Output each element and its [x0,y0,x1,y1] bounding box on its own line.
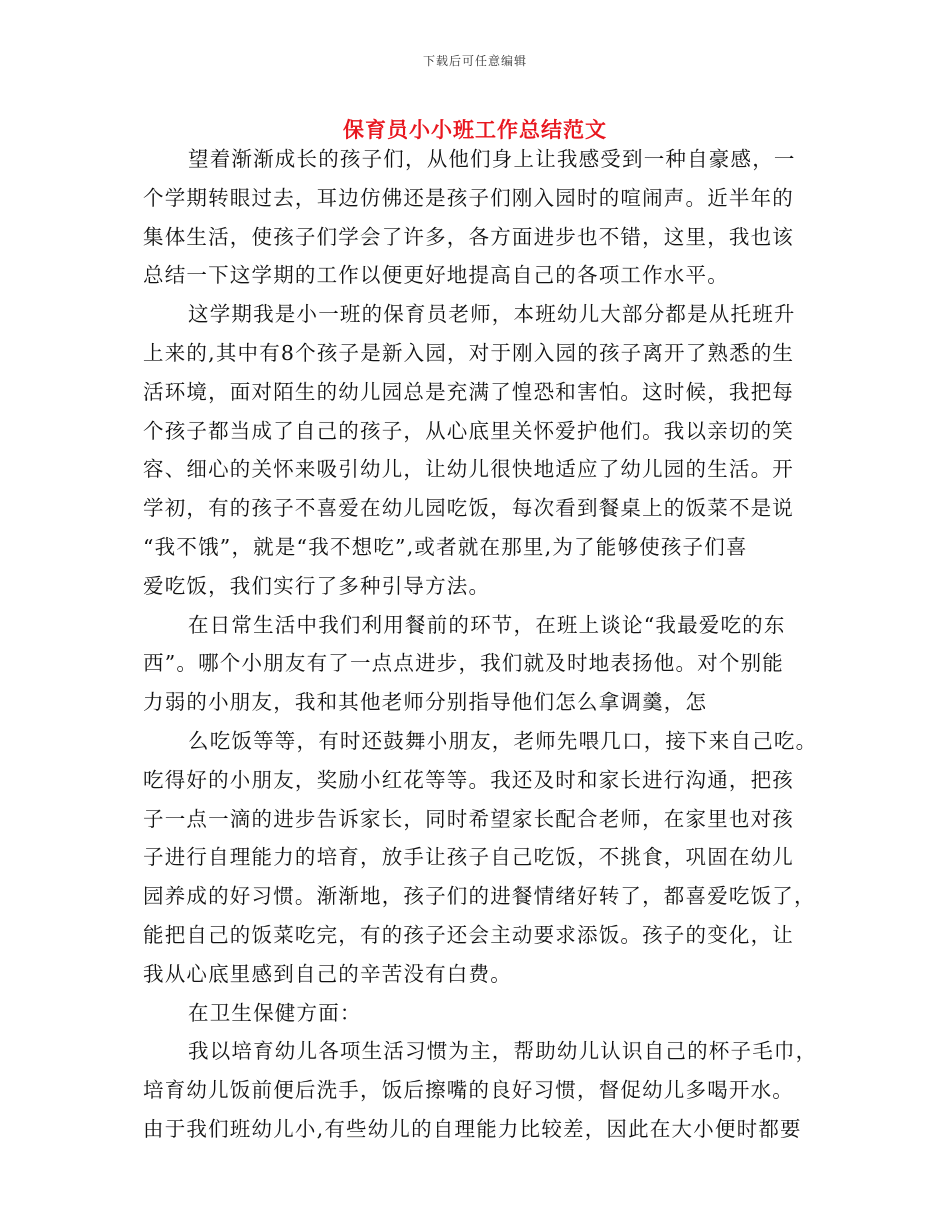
text-line: 力弱的小朋友，我和其他老师分别指导他们怎么拿调羹，怎 [143,690,708,715]
text-line: 西”。哪个小朋友有了一点点进步，我们就及时地表扬他。对个别能 [143,651,784,676]
page-header-note: 下载后可任意编辑 [422,54,527,68]
text-line: 活环境，面对陌生的幼儿园总是充满了惶恐和害怕。这时候，我把每 [143,379,794,404]
text-line: 子进行自理能力的培育，放手让孩子自己吃饭，不挑食，巩固在幼儿 [143,845,794,870]
text-line: 么吃饭等等，有时还鼓舞小朋友，老师先喂几口，接下来自己吃。 [188,728,818,753]
text-line: 爱吃饭，我们实行了多种引导方法。 [143,573,491,598]
text-line: 吃得好的小朋友，奖励小红花等等。我还及时和家长进行沟通，把孩 [143,767,794,792]
document-title: 保育员小小班工作总结范文 [343,117,607,142]
text-line: 上来的,其中有8个孩子是新入园，对于刚入园的孩子离开了熟悉的生 [143,340,795,365]
text-line: 在日常生活中我们利用餐前的环节，在班上谈论“我最爱吃的东 [188,612,786,637]
text-line: 总结一下这学期的工作以便更好地提高自己的各项工作水平。 [143,263,729,288]
text-line: 子一点一滴的进步告诉家长，同时希望家长配合老师，在家里也对孩 [143,806,794,831]
document-body [143,140,818,1149]
text-line: 学初，有的孩子不喜爱在幼儿园吃饭，每次看到餐桌上的饭菜不是说 [143,496,794,521]
text-line: 能把自己的饭菜吃完，有的孩子还会主动要求添饭。孩子的变化，让 [143,922,794,947]
text-line: 我以培育幼儿各项生活习惯为主，帮助幼儿认识自己的杯子毛巾， [188,1039,818,1064]
text-line: 望着渐渐成长的孩子们，从他们身上让我感受到一种自豪感，一 [188,147,796,171]
text-line: 培育幼儿饭前便后洗手，饭后擦嘴的良好习惯，督促幼儿多喝开水。 [143,1078,794,1103]
text-line: 这学期我是小一班的保育员老师，本班幼儿大部分都是从托班升 [188,302,796,327]
text-line: 园养成的好习惯。渐渐地，孩子们的进餐情绪好转了，都喜爱吃饭了， [143,884,816,909]
text-line: 容、细心的关怀来吸引幼儿，让幼儿很快地适应了幼儿园的生活。开 [143,457,794,482]
text-line: 我从心底里感到自己的辛苦没有白费。 [143,961,512,986]
text-line: 集体生活，使孩子们学会了许多，各方面进步也不错，这里，我也该 [143,224,794,249]
text-line: 个学期转眼过去，耳边仿佛还是孩子们刚入园时的喧闹声。近半年的 [143,185,794,210]
text-line: 由于我们班幼儿小,有些幼儿的自理能力比较差，因此在大小便时都要 [143,1116,802,1141]
text-line: 个孩子都当成了自己的孩子，从心底里关怀爱护他们。我以亲切的笑 [143,418,794,443]
text-line: 在卫生保健方面： [188,1000,362,1025]
text-line: “我不饿”，就是“我不想吃”,或者就在那里,为了能够使孩子们喜 [143,534,748,559]
